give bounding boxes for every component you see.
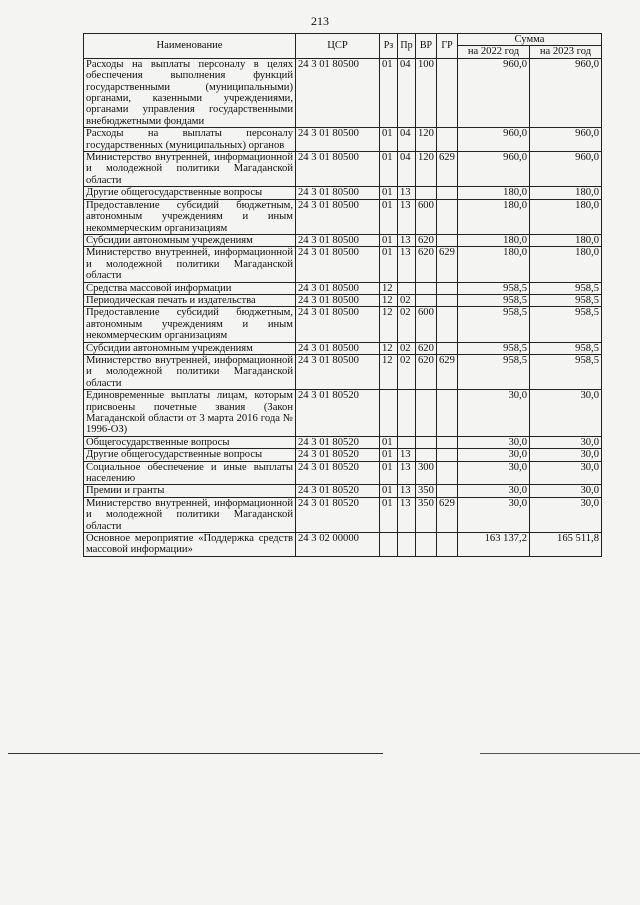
row-sum-2023: 960,0	[530, 128, 602, 152]
row-name: Основное мероприятие «Поддержка средств массовой информации»	[84, 533, 296, 557]
row-rz: 12	[380, 282, 398, 294]
row-pr: 13	[398, 247, 416, 282]
row-gr	[437, 533, 458, 557]
row-sum-2022: 958,5	[458, 282, 530, 294]
table-row	[84, 282, 602, 294]
row-rz	[380, 533, 398, 557]
row-pr	[398, 533, 416, 557]
header-rz: Рз	[380, 34, 398, 59]
row-sum-2022: 30,0	[458, 497, 530, 532]
row-sum-2023: 180,0	[530, 199, 602, 234]
row-pr	[398, 390, 416, 437]
table-row	[84, 128, 602, 152]
row-gr	[437, 187, 458, 199]
row-gr	[437, 58, 458, 127]
row-sum-2022: 180,0	[458, 199, 530, 234]
header-sum: Сумма	[458, 34, 602, 46]
row-pr: 02	[398, 342, 416, 354]
row-sum-2022: 958,5	[458, 354, 530, 389]
table-row	[84, 461, 602, 485]
row-pr: 13	[398, 461, 416, 485]
footer-divider	[8, 753, 383, 754]
row-vr: 600	[416, 199, 437, 234]
row-name: Расходы на выплаты персоналу государственных (муниципальных) органов	[84, 128, 296, 152]
row-rz: 12	[380, 294, 398, 306]
header-vr: ВР	[416, 34, 437, 59]
row-csr: 24 3 02 00000	[296, 533, 380, 557]
row-rz	[380, 390, 398, 437]
row-pr: 04	[398, 58, 416, 127]
row-name: Общегосударственные вопросы	[84, 436, 296, 448]
row-vr: 620	[416, 342, 437, 354]
row-csr: 24 3 01 80500	[296, 128, 380, 152]
row-sum-2023: 958,5	[530, 354, 602, 389]
row-vr: 300	[416, 461, 437, 485]
row-csr: 24 3 01 80500	[296, 199, 380, 234]
row-name: Министерство внутренней, информационной и молодежной политики Магаданской области	[84, 152, 296, 187]
row-vr: 620	[416, 354, 437, 389]
header-year-2023: на 2023 год	[530, 46, 602, 58]
row-rz: 01	[380, 497, 398, 532]
row-pr: 13	[398, 497, 416, 532]
row-pr	[398, 282, 416, 294]
row-name: Средства массовой информации	[84, 282, 296, 294]
row-name: Периодическая печать и издательства	[84, 294, 296, 306]
row-pr: 13	[398, 187, 416, 199]
row-pr	[398, 436, 416, 448]
row-rz: 01	[380, 187, 398, 199]
row-gr	[437, 461, 458, 485]
row-pr: 04	[398, 152, 416, 187]
row-csr: 24 3 01 80520	[296, 497, 380, 532]
row-vr	[416, 282, 437, 294]
row-name: Расходы на выплаты персоналу в целях обеспечения выполнения функций государственными (муниципальными) органами, казенными учреждениями, органами управления государственными внебюджетными фондами	[84, 58, 296, 127]
header-pr: Пр	[398, 34, 416, 59]
table-row	[84, 152, 602, 187]
row-gr	[437, 234, 458, 246]
row-vr	[416, 449, 437, 461]
row-sum-2022: 960,0	[458, 128, 530, 152]
row-name: Другие общегосударственные вопросы	[84, 187, 296, 199]
row-name: Министерство внутренней, информационной и молодежной политики Магаданской области	[84, 354, 296, 389]
row-csr: 24 3 01 80500	[296, 234, 380, 246]
row-vr	[416, 390, 437, 437]
page-number: 213	[311, 14, 329, 28]
table-row	[84, 307, 602, 342]
row-name: Единовременные выплаты лицам, которым присвоены почетные звания (Закон Магаданской области от 3 марта 2016 года № 1996-ОЗ)	[84, 390, 296, 437]
row-sum-2023: 30,0	[530, 485, 602, 497]
table-row	[84, 533, 602, 557]
row-csr: 24 3 01 80500	[296, 342, 380, 354]
row-sum-2023: 165 511,8	[530, 533, 602, 557]
footer-divider-right	[480, 753, 640, 754]
row-gr	[437, 485, 458, 497]
row-rz: 01	[380, 58, 398, 127]
row-sum-2022: 958,5	[458, 342, 530, 354]
row-csr: 24 3 01 80500	[296, 282, 380, 294]
row-sum-2023: 30,0	[530, 497, 602, 532]
row-rz: 12	[380, 354, 398, 389]
row-name: Министерство внутренней, информационной и молодежной политики Магаданской области	[84, 247, 296, 282]
row-csr: 24 3 01 80520	[296, 436, 380, 448]
row-rz: 01	[380, 128, 398, 152]
table-row	[84, 234, 602, 246]
table-body	[84, 58, 602, 556]
row-vr: 350	[416, 485, 437, 497]
row-name: Субсидии автономным учреждениям	[84, 342, 296, 354]
row-sum-2023: 958,5	[530, 282, 602, 294]
row-rz: 01	[380, 461, 398, 485]
row-gr	[437, 342, 458, 354]
table-row	[84, 485, 602, 497]
row-csr: 24 3 01 80500	[296, 152, 380, 187]
row-vr: 620	[416, 247, 437, 282]
row-sum-2022: 960,0	[458, 152, 530, 187]
row-sum-2022: 180,0	[458, 247, 530, 282]
table-row	[84, 449, 602, 461]
row-sum-2022: 30,0	[458, 461, 530, 485]
row-gr: 629	[437, 497, 458, 532]
row-vr: 600	[416, 307, 437, 342]
row-gr	[437, 449, 458, 461]
row-rz: 01	[380, 449, 398, 461]
row-rz: 01	[380, 152, 398, 187]
row-rz: 01	[380, 485, 398, 497]
row-gr: 629	[437, 354, 458, 389]
row-name: Министерство внутренней, информационной и молодежной политики Магаданской области	[84, 497, 296, 532]
row-vr: 120	[416, 128, 437, 152]
row-vr	[416, 294, 437, 306]
row-sum-2022: 960,0	[458, 58, 530, 127]
row-rz: 12	[380, 342, 398, 354]
row-sum-2023: 958,5	[530, 294, 602, 306]
table-row	[84, 390, 602, 437]
row-gr	[437, 282, 458, 294]
row-gr	[437, 436, 458, 448]
row-gr: 629	[437, 152, 458, 187]
row-name: Социальное обеспечение и иные выплаты населению	[84, 461, 296, 485]
row-sum-2022: 180,0	[458, 187, 530, 199]
row-vr: 120	[416, 152, 437, 187]
row-pr: 13	[398, 449, 416, 461]
row-sum-2023: 30,0	[530, 461, 602, 485]
row-sum-2022: 30,0	[458, 390, 530, 437]
row-vr: 620	[416, 234, 437, 246]
row-sum-2023: 180,0	[530, 234, 602, 246]
row-name: Премии и гранты	[84, 485, 296, 497]
row-sum-2022: 958,5	[458, 294, 530, 306]
row-pr: 02	[398, 354, 416, 389]
row-gr	[437, 199, 458, 234]
table-row	[84, 497, 602, 532]
row-csr: 24 3 01 80500	[296, 187, 380, 199]
header-name: Наименование	[84, 34, 296, 59]
table-row	[84, 342, 602, 354]
row-sum-2022: 163 137,2	[458, 533, 530, 557]
row-gr	[437, 294, 458, 306]
table-row	[84, 199, 602, 234]
row-sum-2023: 180,0	[530, 187, 602, 199]
row-sum-2023: 30,0	[530, 390, 602, 437]
row-csr: 24 3 01 80500	[296, 247, 380, 282]
table-row	[84, 58, 602, 127]
row-pr: 02	[398, 294, 416, 306]
row-rz: 01	[380, 436, 398, 448]
row-sum-2023: 958,5	[530, 342, 602, 354]
row-name: Другие общегосударственные вопросы	[84, 449, 296, 461]
row-pr: 04	[398, 128, 416, 152]
row-csr: 24 3 01 80520	[296, 485, 380, 497]
row-pr: 13	[398, 234, 416, 246]
row-rz: 12	[380, 307, 398, 342]
table-row	[84, 247, 602, 282]
row-sum-2022: 30,0	[458, 449, 530, 461]
row-sum-2023: 180,0	[530, 247, 602, 282]
row-pr: 02	[398, 307, 416, 342]
row-vr	[416, 187, 437, 199]
row-pr: 13	[398, 199, 416, 234]
row-gr: 629	[437, 247, 458, 282]
row-rz: 01	[380, 234, 398, 246]
row-vr: 100	[416, 58, 437, 127]
row-name: Предоставление субсидий бюджетным, автономным учреждениям и иным некоммерческим организациям	[84, 307, 296, 342]
row-csr: 24 3 01 80500	[296, 307, 380, 342]
row-sum-2022: 958,5	[458, 307, 530, 342]
row-gr	[437, 128, 458, 152]
header-year-2022: на 2022 год	[458, 46, 530, 58]
row-vr: 350	[416, 497, 437, 532]
row-vr	[416, 436, 437, 448]
table-row	[84, 294, 602, 306]
row-sum-2023: 958,5	[530, 307, 602, 342]
row-gr	[437, 390, 458, 437]
row-name: Субсидии автономным учреждениям	[84, 234, 296, 246]
row-sum-2023: 30,0	[530, 449, 602, 461]
table-row	[84, 354, 602, 389]
row-csr: 24 3 01 80500	[296, 58, 380, 127]
row-csr: 24 3 01 80500	[296, 354, 380, 389]
row-sum-2023: 960,0	[530, 152, 602, 187]
row-csr: 24 3 01 80520	[296, 461, 380, 485]
row-rz: 01	[380, 247, 398, 282]
table-row	[84, 436, 602, 448]
row-gr	[437, 307, 458, 342]
header-gr: ГР	[437, 34, 458, 59]
header-csr: ЦСР	[296, 34, 380, 59]
table-row	[84, 187, 602, 199]
row-sum-2022: 180,0	[458, 234, 530, 246]
row-csr: 24 3 01 80500	[296, 294, 380, 306]
row-name: Предоставление субсидий бюджетным, автономным учреждениям и иным некоммерческим организациям	[84, 199, 296, 234]
row-rz: 01	[380, 199, 398, 234]
row-sum-2022: 30,0	[458, 436, 530, 448]
row-sum-2023: 960,0	[530, 58, 602, 127]
row-csr: 24 3 01 80520	[296, 449, 380, 461]
row-vr	[416, 533, 437, 557]
row-sum-2023: 30,0	[530, 436, 602, 448]
budget-table	[83, 33, 602, 557]
row-sum-2022: 30,0	[458, 485, 530, 497]
row-pr: 13	[398, 485, 416, 497]
row-csr: 24 3 01 80520	[296, 390, 380, 437]
